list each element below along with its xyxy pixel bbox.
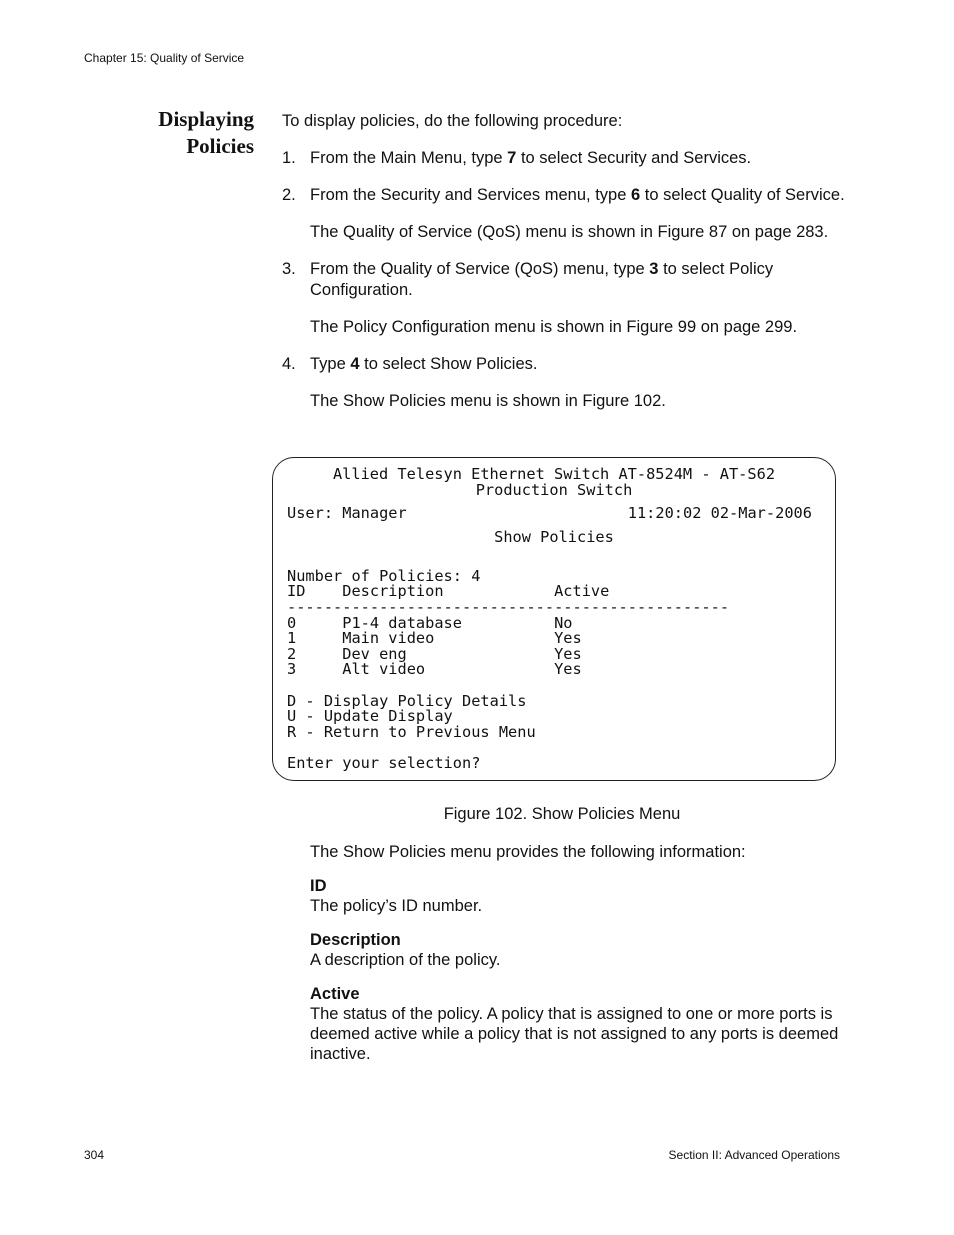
section-heading-line1: Displaying: [158, 107, 254, 131]
step-number: 1.: [282, 149, 296, 167]
field-descriptions: [310, 842, 850, 1078]
screen-table-header: ID Description Active: [287, 582, 610, 600]
field-term: Active: [310, 985, 360, 1003]
step-note: The Quality of Service (QoS) menu is shown in Figure 87 on page 283.: [310, 223, 829, 241]
step-text-post: to select Policy Configuration.: [310, 260, 774, 299]
screen-table-row: 1 Main video Yes: [287, 629, 582, 647]
step-text-pre: From the Main Menu, type: [310, 149, 508, 167]
screen-title: Allied Telesyn Ethernet Switch AT-8524M - AT-S62: [332, 465, 776, 483]
step-4: [282, 354, 852, 412]
field-id: [310, 876, 850, 916]
screen-option-return: R - Return to Previous Menu: [287, 723, 536, 741]
step-note: The Policy Configuration menu is shown in Figure 99 on page 299.: [310, 318, 798, 336]
step-text: [310, 185, 852, 206]
step-3: [282, 259, 852, 338]
step-key: 6: [630, 186, 641, 204]
running-head: Chapter 15: Quality of Service: [84, 51, 245, 65]
screen-table-row: 2 Dev eng Yes: [287, 645, 582, 663]
section-heading-line2: Policies: [186, 134, 254, 158]
screen-subtitle: Production Switch: [475, 481, 633, 499]
field-term: ID: [310, 877, 327, 895]
field-descriptions-lead: The Show Policies menu provides the following information:: [310, 843, 746, 861]
screen-menu-title: Show Policies: [494, 528, 614, 546]
step-text-post: to select Security and Services.: [516, 149, 752, 167]
step-text: [310, 259, 852, 301]
screen-policy-count: Number of Policies: 4: [287, 567, 481, 585]
field-active: [310, 984, 850, 1064]
screen-option-update-display: U - Update Display: [287, 707, 453, 725]
step-1: [282, 148, 852, 169]
step-text-pre: From the Security and Services menu, type: [310, 186, 631, 204]
step-number: 4.: [282, 355, 296, 373]
step-text: [310, 354, 852, 375]
field-definition: The policy’s ID number.: [310, 897, 483, 915]
step-number: 3.: [282, 260, 296, 278]
step-number: 2.: [282, 186, 296, 204]
section-heading: [100, 106, 254, 160]
step-text-post: to select Show Policies.: [359, 355, 538, 373]
screen-option-display-details: D - Display Policy Details: [287, 692, 527, 710]
field-definition: A description of the policy.: [310, 951, 501, 969]
terminal-screen-figure: [272, 457, 836, 781]
field-description: [310, 930, 850, 970]
screen-prompt: Enter your selection?: [287, 754, 481, 772]
step-key: 7: [507, 149, 517, 167]
step-key: 3: [649, 260, 659, 278]
screen-divider: ------------------------------------------------: [287, 598, 730, 616]
screen-user-line: User: Manager 11:20:02 02-Mar-2006: [287, 504, 812, 522]
procedure: [282, 111, 852, 428]
field-term: Description: [310, 931, 401, 949]
screen-table-row: 3 Alt video Yes: [287, 660, 582, 678]
step-text-pre: From the Quality of Service (QoS) menu, type: [310, 260, 650, 278]
step-text: [310, 148, 852, 169]
step-2: [282, 185, 852, 243]
page-number: 304: [84, 1148, 105, 1162]
step-note: The Show Policies menu is shown in Figure 102.: [310, 392, 666, 410]
step-text-post: to select Quality of Service.: [640, 186, 845, 204]
screen-table-row: 0 P1-4 database No: [287, 614, 573, 632]
footer-section: Section II: Advanced Operations: [668, 1148, 840, 1162]
step-text-pre: Type: [310, 355, 351, 373]
procedure-intro: To display policies, do the following procedure:: [282, 112, 623, 130]
figure-caption: Figure 102. Show Policies Menu: [443, 805, 681, 823]
field-definition: The status of the policy. A policy that is assigned to one or more ports is deemed active while a policy that is not assigned to any ports is deemed inactive.: [310, 1005, 839, 1063]
step-key: 4: [350, 355, 360, 373]
